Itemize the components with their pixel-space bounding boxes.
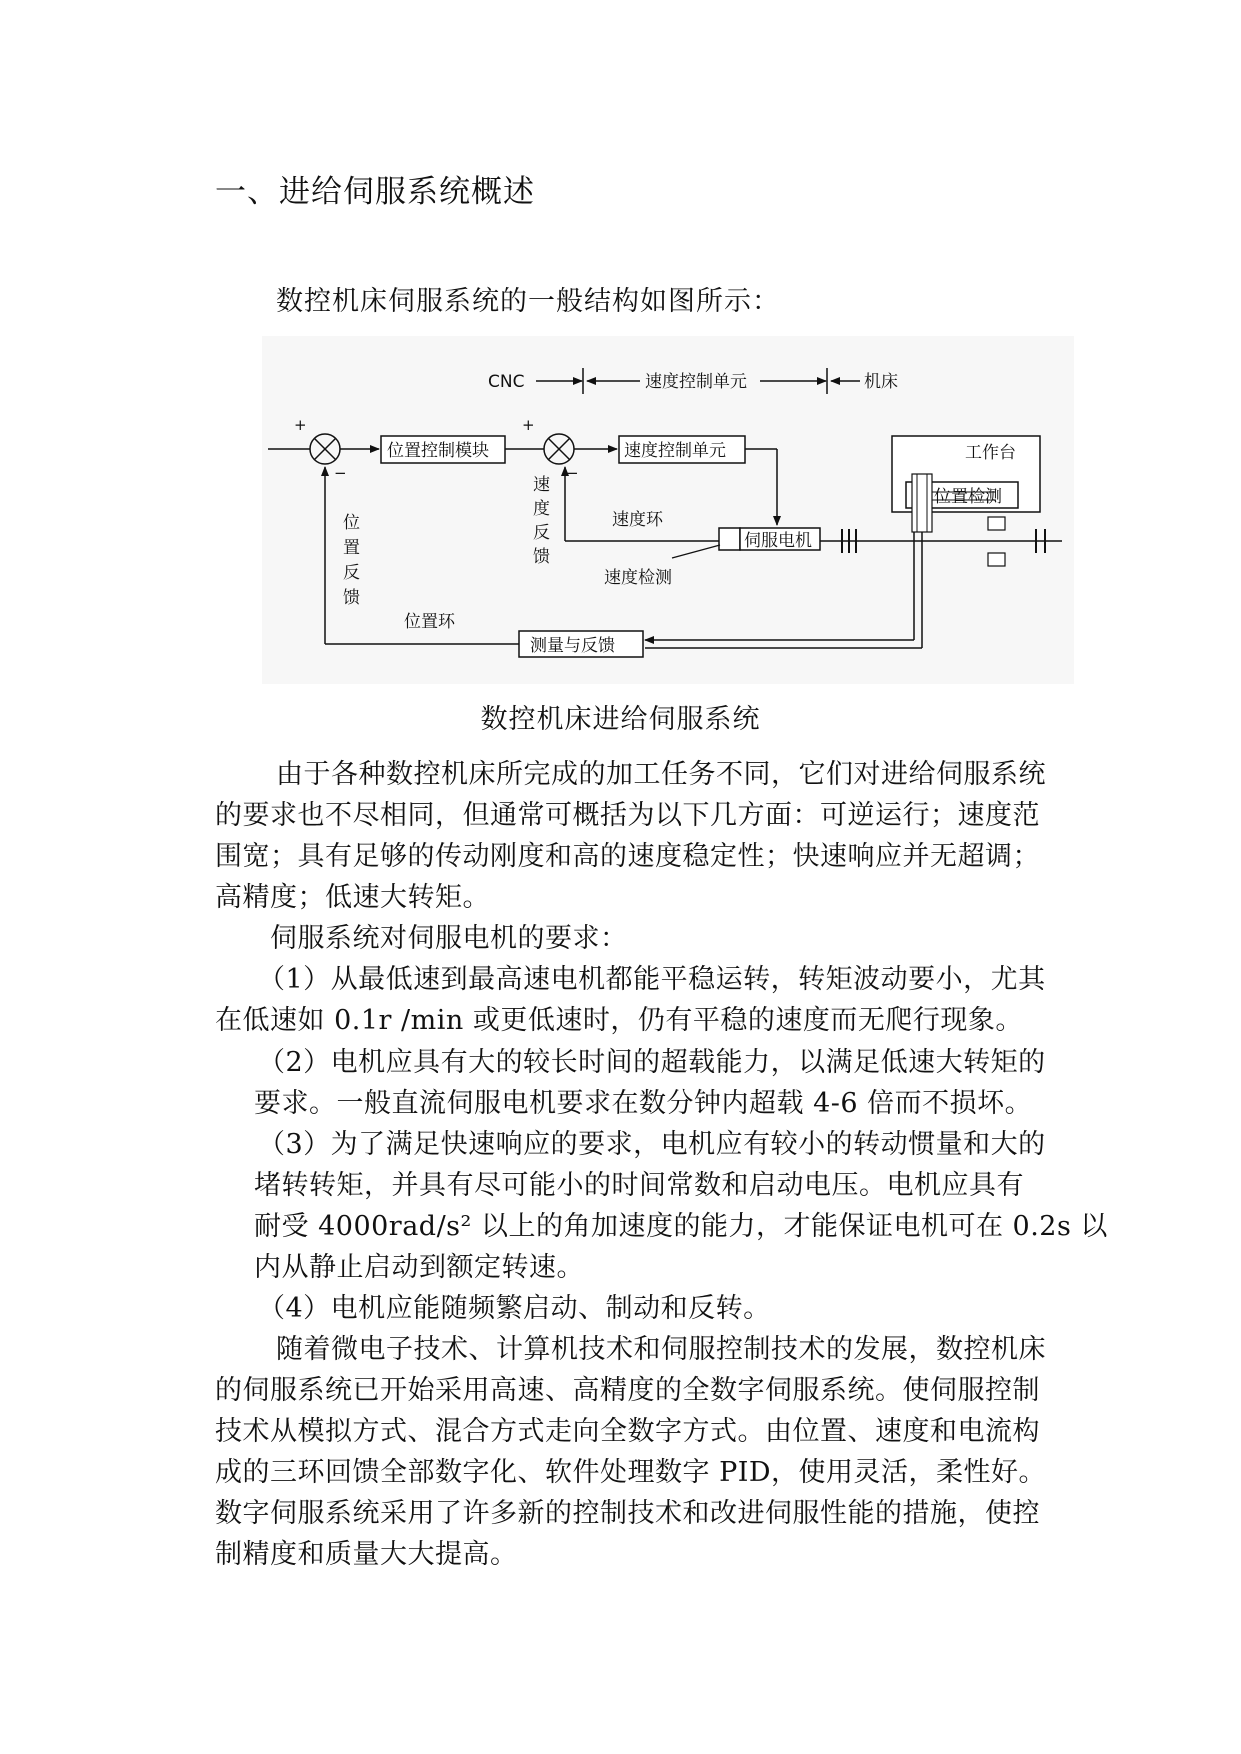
- position-feedback-char-4: 馈: [343, 588, 360, 608]
- body-line: 耐受 4000rad/s² 以上的角加速度的能力，才能保证电机可在 0.2s 以: [254, 1211, 1108, 1242]
- body-line: 的伺服系统已开始采用高速、高精度的全数字伺服系统。使伺服控制: [215, 1375, 1040, 1406]
- label-speed-unit-top: 速度控制单元: [645, 372, 747, 392]
- position-detect-label: 位置检测: [934, 487, 1002, 507]
- body-line: （2）电机应具有大的较长时间的超载能力，以满足低速大转矩的: [258, 1047, 1046, 1078]
- body-line: 由于各种数控机床所完成的加工任务不同，它们对进给伺服系统: [276, 759, 1046, 790]
- speed-feedback-char-4: 馈: [533, 547, 550, 567]
- section-heading: 一、进给伺服系统概述: [215, 174, 535, 210]
- body-line: 技术从模拟方式、混合方式走向全数字方式。由位置、速度和电流构: [215, 1416, 1040, 1447]
- body-line: （1）从最低速到最高速电机都能平稳运转，转矩波动要小，尤其: [258, 964, 1046, 995]
- body-line: 要求。一般直流伺服电机要求在数分钟内超载 4-6 倍而不损坏。: [254, 1088, 1033, 1119]
- minus-sign-2: −: [566, 464, 579, 482]
- body-line: 内从静止启动到额定转速。: [254, 1252, 584, 1283]
- body-line: 数字伺服系统采用了许多新的控制技术和改进伺服性能的措施，使控: [215, 1498, 1040, 1529]
- position-control-module-label: 位置控制模块: [387, 441, 489, 461]
- speed-loop-label: 速度环: [612, 510, 663, 530]
- position-feedback-char-3: 反: [343, 563, 360, 583]
- body-line: 随着微电子技术、计算机技术和伺服控制技术的发展，数控机床: [276, 1334, 1046, 1365]
- body-line: 围宽；具有足够的传动刚度和高的速度稳定性；快速响应并无超调；: [215, 841, 1040, 872]
- body-line: 伺服系统对伺服电机的要求：: [270, 923, 628, 954]
- speed-control-unit-label: 速度控制单元: [624, 441, 726, 461]
- speed-detect-label: 速度检测: [604, 568, 672, 588]
- body-line: （3）为了满足快速响应的要求，电机应有较小的转动惯量和大的: [258, 1129, 1046, 1160]
- servo-motor-label: 伺服电机: [744, 531, 812, 551]
- worktable-label: 工作台: [965, 443, 1016, 463]
- label-machine: 机床: [864, 372, 898, 392]
- speed-feedback-char-3: 反: [533, 523, 550, 543]
- screw-nut: [988, 517, 1005, 530]
- plus-sign-1: +: [294, 416, 307, 434]
- minus-sign-1: −: [334, 464, 347, 482]
- position-loop-label: 位置环: [404, 612, 455, 632]
- label-cnc: CNC: [488, 372, 525, 392]
- body-line: 成的三环回馈全部数字化、软件处理数字 PID，使用灵活，柔性好。: [215, 1457, 1047, 1488]
- speed-feedback-char-2: 度: [533, 499, 550, 519]
- position-feedback-char-1: 位: [343, 513, 360, 533]
- body-line: 在低速如 0.1r /min 或更低速时，仍有平稳的速度而无爬行现象。: [215, 1005, 1023, 1036]
- body-line: 堵转转矩，并具有尽可能小的时间常数和启动电压。电机应具有: [254, 1170, 1024, 1201]
- measure-feedback-label: 测量与反馈: [530, 636, 615, 656]
- figure-caption: 数控机床进给伺服系统: [480, 704, 761, 735]
- body-line: 高精度；低速大转矩。: [215, 882, 490, 913]
- body-line: 制精度和质量大大提高。: [215, 1539, 518, 1570]
- servo-block-diagram: [262, 336, 1074, 684]
- body-line: 的要求也不尽相同，但通常可概括为以下几方面：可逆运行；速度范: [215, 800, 1040, 831]
- body-line: （4）电机应能随频繁启动、制动和反转。: [258, 1293, 771, 1324]
- position-feedback-char-2: 置: [343, 538, 360, 558]
- plus-sign-2: +: [522, 416, 535, 434]
- intro-paragraph: 数控机床伺服系统的一般结构如图所示：: [276, 286, 780, 317]
- speed-feedback-char-1: 速: [533, 475, 550, 495]
